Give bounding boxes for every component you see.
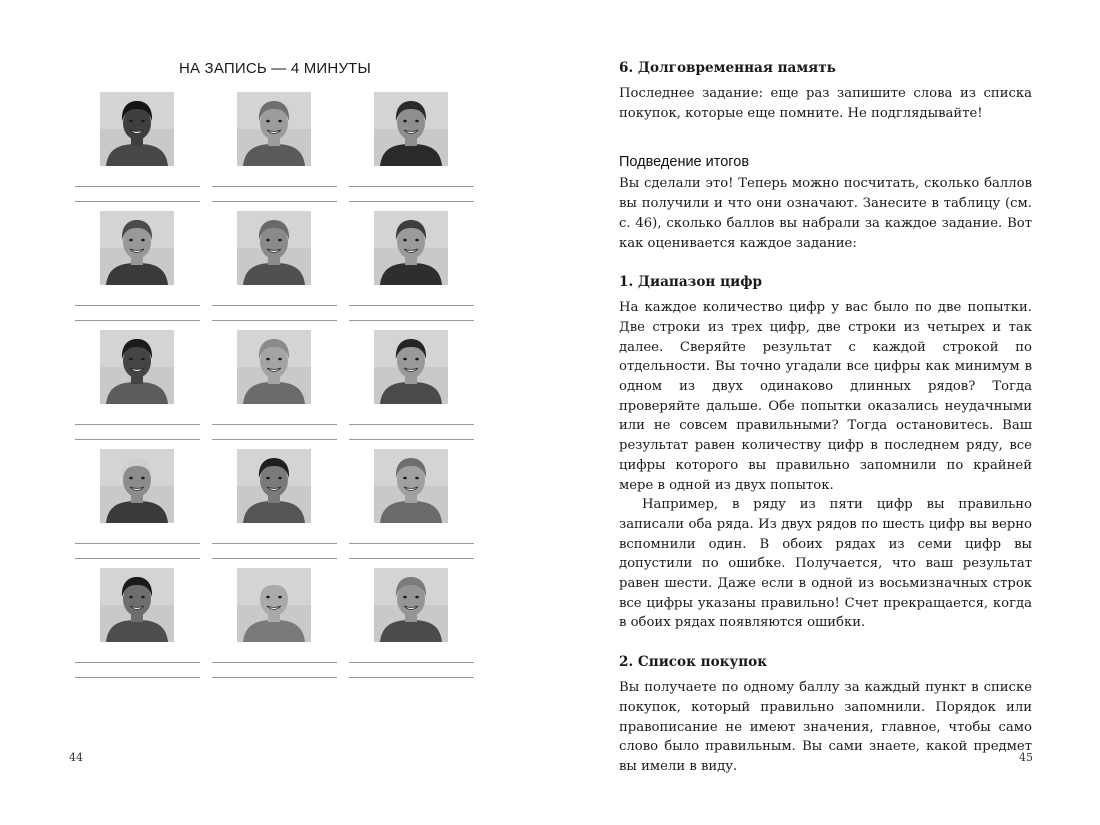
face-slot bbox=[75, 449, 200, 549]
face-photo bbox=[237, 449, 311, 523]
answer-line bbox=[212, 677, 337, 678]
answer-line bbox=[212, 305, 337, 306]
answer-line bbox=[349, 439, 474, 440]
face-slot bbox=[75, 330, 200, 430]
face-photo bbox=[374, 211, 448, 285]
answer-line bbox=[349, 543, 474, 544]
answer-line bbox=[349, 305, 474, 306]
answer-line bbox=[212, 662, 337, 663]
page-number-right: 45 bbox=[1019, 751, 1033, 764]
face-slot bbox=[212, 568, 337, 668]
face-slot bbox=[349, 92, 474, 192]
summary-heading: Подведение итогов bbox=[619, 154, 750, 171]
face-photo bbox=[237, 92, 311, 166]
face-slot bbox=[349, 330, 474, 430]
face-photo bbox=[100, 330, 174, 404]
right-page bbox=[550, 0, 1100, 825]
answer-line bbox=[75, 662, 200, 663]
face-photo bbox=[374, 568, 448, 642]
answer-line bbox=[75, 543, 200, 544]
face-photo bbox=[374, 330, 448, 404]
section-2-text: Вы получаете по одному баллу за каждый пункт в списке покупок, который правильно запомнили. Порядок или правописание не имеют значения, главное, чтобы само слово было правильным. Вы сами знаете, какой предмет вы имели в виду. bbox=[619, 680, 1032, 774]
answer-line bbox=[212, 543, 337, 544]
answer-line bbox=[349, 320, 474, 321]
answer-line bbox=[75, 558, 200, 559]
answer-line bbox=[212, 558, 337, 559]
face-slot bbox=[212, 449, 337, 549]
section-1-paragraph-1: На каждое количество цифр у вас было по две попытки. Две строки из трех цифр, две строки из четырех и так далее. Сверяйте результат с каждой строкой по отдельности. Вы точно угадали все цифры как минимум в одном из двух одинаково длинных рядов? Тогда проверяйте дальше. Обе попытки оказались неудачными или не совсем правильными? Тогда остановитесь. Ваш результат равен количеству цифр в последнем ряду, все цифры которого вы правильно запомнили по крайней мере в одной из двух попыток. bbox=[619, 300, 1032, 493]
answer-line bbox=[75, 320, 200, 321]
answer-line bbox=[212, 424, 337, 425]
answer-line bbox=[75, 305, 200, 306]
face-slot bbox=[349, 568, 474, 668]
face-slot bbox=[212, 211, 337, 311]
face-photo bbox=[237, 211, 311, 285]
face-photo bbox=[374, 449, 448, 523]
face-slot bbox=[212, 92, 337, 192]
answer-line bbox=[212, 186, 337, 187]
face-photo bbox=[100, 92, 174, 166]
face-slot bbox=[75, 568, 200, 668]
answer-line bbox=[349, 186, 474, 187]
face-slot bbox=[212, 330, 337, 430]
section-2-heading: 2. Список покупок bbox=[619, 654, 768, 671]
section-1-heading: 1. Диапазон цифр bbox=[619, 274, 762, 291]
answer-line bbox=[75, 677, 200, 678]
face-slot bbox=[349, 449, 474, 549]
face-slot bbox=[349, 211, 474, 311]
answer-line bbox=[75, 201, 200, 202]
answer-line bbox=[349, 677, 474, 678]
answer-line bbox=[349, 662, 474, 663]
face-photo bbox=[100, 568, 174, 642]
face-photo bbox=[100, 449, 174, 523]
section-1-paragraph-2: Например, в ряду из пяти цифр вы правильно записали оба ряда. Из двух рядов по шесть цифр вы верно вспомнили один. В обоих рядах из семи цифр вы допустили по ошибке. Получается, что ваш результат равен шести. Даже если в одной из восьмизначных строк все цифры указаны правильно! Счет прекращается, когда в обоих рядах появляются ошибки. bbox=[619, 497, 1032, 631]
answer-line bbox=[212, 439, 337, 440]
worksheet-title: НА ЗАПИСЬ — 4 МИНУТЫ bbox=[178, 60, 372, 77]
face-slot bbox=[75, 92, 200, 192]
section-6-heading: 6. Долговременная память bbox=[619, 60, 836, 76]
face-photo bbox=[237, 330, 311, 404]
face-photo-grid bbox=[0, 0, 550, 700]
section-6-text: Последнее задание: еще раз запишите слова из списка покупок, которые еще помните. Не подглядывайте! bbox=[619, 86, 1032, 121]
answer-line bbox=[212, 201, 337, 202]
answer-line bbox=[75, 186, 200, 187]
answer-line bbox=[349, 558, 474, 559]
page-number-left: 44 bbox=[69, 751, 83, 764]
answer-line bbox=[75, 424, 200, 425]
answer-line bbox=[349, 424, 474, 425]
face-photo bbox=[100, 211, 174, 285]
page-content bbox=[619, 58, 1032, 777]
answer-line bbox=[349, 201, 474, 202]
answer-line bbox=[212, 320, 337, 321]
face-photo bbox=[374, 92, 448, 166]
face-slot bbox=[75, 211, 200, 311]
face-photo bbox=[237, 568, 311, 642]
answer-line bbox=[75, 439, 200, 440]
summary-text: Вы сделали это! Теперь можно посчитать, сколько баллов вы получили и что они означают. Занесите в таблицу (см. с. 46), сколько баллов вы набрали за каждое задание. Вот как оценивается каждое задание: bbox=[619, 176, 1032, 251]
